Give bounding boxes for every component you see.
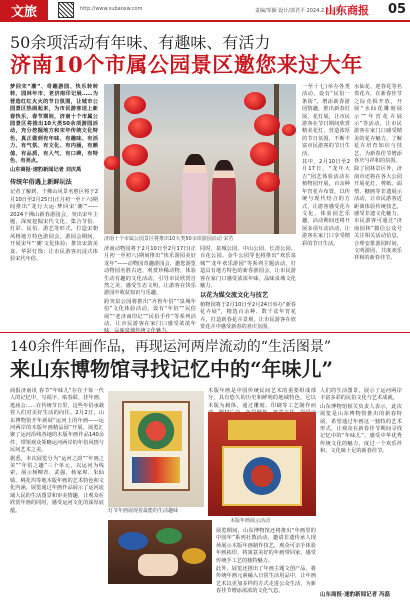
story1-paragraph: 记者了解到，千佛山风景名胜区将于2月10日至2月25日(正月初一至十六)期间推出“龙行大运·梦回宋‘潮’”——2024千佛山新春游园会，突出宋年主题，深度挖掘宋代文化，集合节俗、灯彩、民俗、游艺等形式，打造宋朝风格地方特色游园会。游园会期间，开展宋年“‘潮’文化体验；推出宋韵美食、华彩灯饰；让市民游客沉浸式体验宋代年俗。: [10, 189, 98, 262]
photo3-caption: 木版年画展示活动: [230, 518, 271, 524]
photo2-caption: 灯节年画展现着最能的生活趣味: [108, 508, 179, 514]
story2-paragraph: 据悉，本次展览分为“运河之韵”“年画之美”“年俗之趣”三个单元，以运河为线索，展示杨柳青、武强、杨家埠、朱仙镇、桃花坞等地木版年画的艺术特色和文化内涵。展览通过年画作品展示了运河流域人民的生活图景和审美情趣，让观众在欣赏年画的同时，感受运河文化的深厚底蕴。: [10, 455, 104, 514]
story1-paragraph: 植物园将于2月10日至2月24日举办“新春花卉展”，精选百余种、数千盆年宵花卉，打造新春花卉景观，让市民游客在欣赏花卉中感受新春的喜庆氛围。: [200, 301, 296, 331]
qr-code-icon: [58, 2, 74, 18]
story1-paragraph: 水仙花、迎春花等名贵花卉，在新春佳节之际竞相开放，开展“水仙花雕刻展示”“年宵花卉展示”等活动，让市民游客在家门口感受精美的花卉魅力，了解花卉培育知识与技艺，为新春佳节增添喜庆与祥和的氛围。: [354, 84, 402, 165]
story1-lead: 梦回宋“潮”、奇趣游园、快乐转转转、园林年市、老济南印记展……为营造红红火火的节日氛围，让城市公园景区热闹起来，为市民游客送上新春快乐，春节期间，济南十个市属公园景区将推出10大类50余项游园活动，充分挖掘地方和宋年传统文化特色，真正做到有年味、有趣味、有活力、有气氛、有文化、有内涵，有颜值、有品质，有人气、有口碑，有特色、有亮点。: [10, 84, 98, 165]
story2-title: 来山东博物馆寻找记忆中的“年味儿”: [10, 357, 334, 381]
story1-title: 济南10个市属公园景区邀您来过大年: [10, 52, 363, 77]
story1-section-heading-1: 传统年俗遇上新鲜玩法: [10, 178, 72, 186]
photo1-caption: 济南十个市属公园景区将推出10大类50余项游园活动 宋苦: [104, 236, 234, 242]
new-year-print-photo: [108, 391, 204, 507]
section-tab[interactable]: 文旅: [0, 0, 48, 20]
printing-workshop-photo: [108, 520, 212, 584]
lantern-festival-photo: [104, 84, 296, 234]
story2-paragraph: 人们的生活图景，展示了运河两岸丰富多彩的民俗文化与艺术成就。: [320, 388, 402, 402]
story1-paragraph: 同时，泉城公园、中山公园、长清公园、百花公园、金牛公园等也将推出“欢乐泉城”“龙年欢乐游园”等系列主题活动，打造具有地方特色的新春游园会，让市民游客在家门口感受浓浓年味，品味泉城文化魅力。: [200, 246, 296, 290]
story2-column-3: [216, 528, 316, 598]
story1-paragraph: 趵突泉公园将推出“齐鲁年俗”“泉城年俗”文化体验活动，设有“年俗”“民俗展”“老济南印记”“民俗手作”等系列活动，让市民游客在家门口感受浓浓年: [104, 298, 196, 328]
story2-paragraph: 商报济南讯 春节“年味儿”存在于每一代人的记忆中，写福字、贴春联、挂年画、逛庙会……在传统节日里，这些年俗承载着人们对美好生活的向往。2月2日，山东博物馆开年新展“运河上的年画——运河两岸的木版年画精品展”开展，展览汇聚了运河沿线各地的木版年画作品140余件，带领观众领略运河两岸的年俗风情与民间艺术之美。: [10, 388, 104, 454]
story2-column-4: [320, 388, 402, 588]
story1-column-2: [104, 246, 196, 330]
story1-column-5: [354, 84, 402, 330]
story2-paragraph: 山东博物馆相关负责人表示，此次展览是山东博物馆推出的新春特展，希望通过年画这一独特的艺术形式，让观众在新春佳节期间寻找记忆中的“年味儿”，感受中华优秀传统文化的魅力，度过一个欢乐祥和、文化味十足的新春佳节。: [320, 403, 402, 455]
story1-subtitle: 50余项活动有年味、有趣味、有活力: [10, 33, 271, 52]
story1-column-3: [200, 246, 296, 330]
story1-paragraph: 一至十七)举办各类活动，设有“民俗一条街”，增添新春游园情趣，推出新春灯展、花灯展，让市民游客在节日期间欣赏精美花灯，营造浓厚的节日氛围，不断丰富市民游客的节日生活。: [302, 84, 350, 157]
story1-column-4: [302, 84, 350, 330]
story2-paragraph: 木版年画是中国传统民间艺术的重要组成部分，具有悠久的历史和鲜明的地域特色。它以木版为载体，通过雕刻、印刷等工艺制作而: [208, 388, 316, 409]
story1-section-heading-2: 以花为媒交流文化与技艺: [200, 292, 269, 300]
story1-paragraph: 其中，2月10日至2月17日，“龙年大吉”园艺体验活动在植物园开展，百余种年宵花卉布置，以传统与现代结合的方式，让游客感受花卉文化，体验园艺乐趣，活动期间还将开展多项互动活动，让游客在家门口享受精彩的节日生活。: [302, 159, 350, 247]
story1-paragraph: 济南动物园将于2月10日至2月17日(正月初一至初八)期间推出“快乐游园美好龙年”——动物园奇趣游园会，邀您游览动物园名胜古迹、观赏珍稀动物，体验生动有趣的文化活动，引导市民欣赏自然之美、感受生态文明，让游客在快乐游园中收获知识与乐趣。: [104, 246, 196, 297]
newspaper-name: 山东商报: [325, 4, 369, 17]
story2-paragraph: 展览期间，山东博物馆还将推出“年画里的中国年”系列社教活动，邀请非遗传承人现场展示木版年画制作技艺，观众可亲手体验年画拓印，将寓意美好的年画带回家，感受传统手工艺的独特魅力。: [216, 528, 316, 564]
story1-column-1: [10, 84, 98, 330]
story1-paragraph: 除了园林景区外，济南市还将在各大公园开展花灯、剪纸、面塑、糖画等非遗展示活动，让市民游客近距离体验传统技艺，感受非遗文化魅力。市民游客可通过“济南园林”微信公众号关注相关活动信息，合理安排游园时间，文明游园，共度欢乐祥和的新春佳节。: [354, 166, 402, 262]
story2-column-1: [10, 388, 104, 598]
story2-byline: 山东商报·速豹新闻记者 冯磊: [320, 592, 391, 598]
story-divider: [0, 332, 410, 333]
exhibit-display-photo: [208, 412, 316, 516]
story2-paragraph: 此外，展览还推出了年画主题文创产品，将传统年画元素融入日常生活用品中，让年画艺术以更加多样的方式走进公众生活，为新春佳节增添浓浓的文化气息。: [216, 566, 316, 595]
site-url[interactable]: http://www.subaoxw.com: [80, 6, 143, 12]
story2-column-2: [208, 388, 316, 410]
edition-meta: 责编/邹颖 设计/郭君平 2024.2.3 星期六: [255, 8, 346, 14]
story2-subtitle: 140余件年画作品，再现运河两岸流动的“生活图景”: [10, 339, 332, 355]
page-header: [0, 0, 410, 22]
story1-byline: 山东商报·速豹新闻记者 刘庆禹: [10, 167, 82, 174]
page-number: 05: [388, 2, 407, 17]
